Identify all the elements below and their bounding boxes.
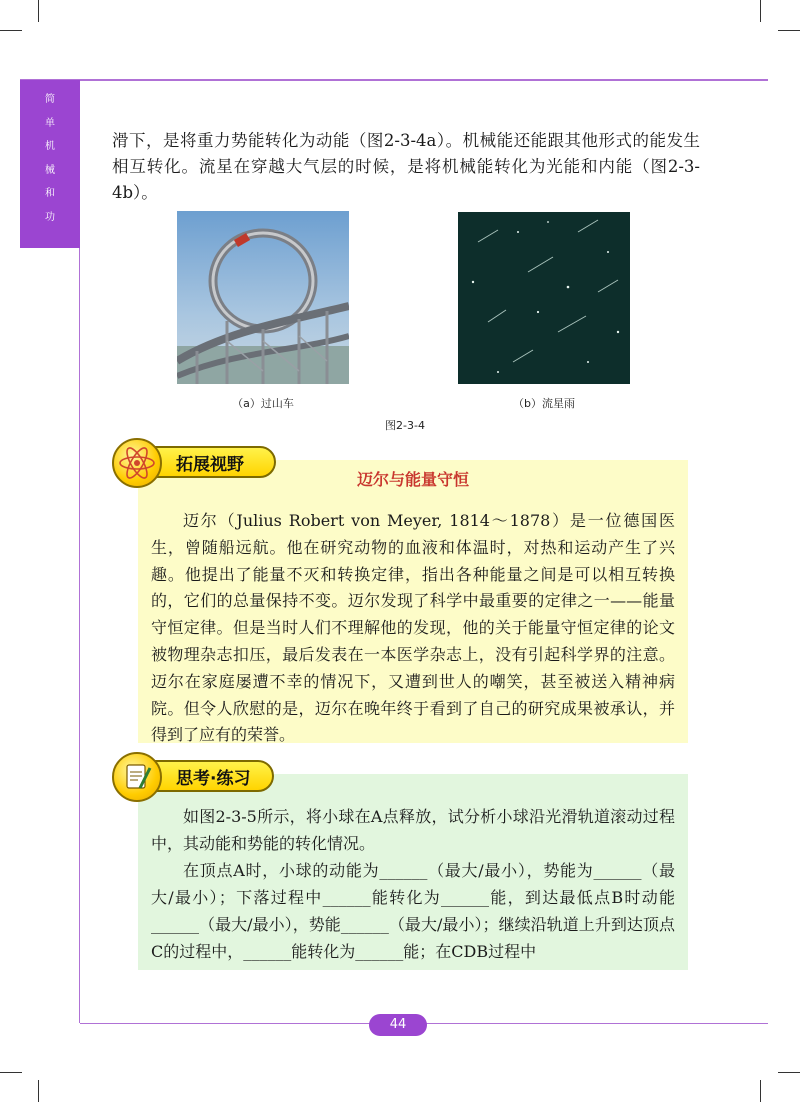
extended-view-paragraph: 迈尔（Julius Robert von Meyer, 1814～1878）是一位德国医生，曾随船远航。他在研究动物的血液和体温时，对热和运动产生了兴趣。他提出了能量不灭和转换定律，指出各种能量之间是可以相互转换的，它们的总量保持不变。迈尔发现了科学中最重要的定律之一——能量守恒定律。但是当时人们不理解他的发现，他的关于能量守恒定律的论文被物理杂志扣压，最后发表在一本医学杂志上，没有引起科学界的注意。迈尔在家庭屡遭不幸的情况下，又遭到世人的嘲笑，甚至被送入精神病院。但令人欣慰的是，迈尔在晚年终于看到了自己的研究成果被承认，并得到了应有的荣誉。 xyxy=(151,511,675,745)
page-number: 44 xyxy=(369,1014,427,1036)
side-tab-char: 单 xyxy=(45,117,55,129)
crop-mark xyxy=(760,0,761,22)
crop-mark xyxy=(760,1080,761,1102)
roller-coaster-photo xyxy=(177,211,349,384)
clipboard-pen-icon xyxy=(112,752,162,802)
side-rule xyxy=(79,248,80,1023)
think-paragraph-2: 在顶点A时，小球的动能为______（最大/最小），势能为______（最大/最小）；下落过程中______能转化为______能，到达最低点B时动能______（最大/最小），势能______（最大/最小）；继续沿轨道上升到达顶点C的过程中，______能转化为______能；在CDB过程中 xyxy=(151,861,675,961)
side-tab-char: 和 xyxy=(45,188,55,199)
crop-mark xyxy=(0,1072,22,1073)
caption-b: （b）流星雨 xyxy=(513,397,575,410)
extended-view-banner: 拓展视野 xyxy=(116,446,276,478)
caption-a: （a）过山车 xyxy=(232,397,294,410)
side-tab-char: 机 xyxy=(45,141,55,152)
side-tab-char: 简 xyxy=(45,94,55,105)
think-practice-text xyxy=(151,803,675,965)
chapter-side-tab xyxy=(20,80,80,248)
meteor-shower-photo xyxy=(458,212,630,384)
think-paragraph-1: 如图2-3-5所示，将小球在A点释放，试分析小球沿光滑轨道滚动过程中，其动能和势能的转化情况。 xyxy=(151,807,675,853)
crop-mark xyxy=(0,30,22,31)
extended-view-title: 迈尔与能量守恒 xyxy=(356,470,469,489)
figure-label: 图2-3-4 xyxy=(385,419,425,432)
crop-mark xyxy=(778,1072,800,1073)
crop-mark xyxy=(38,1080,39,1102)
top-rule xyxy=(20,79,768,81)
side-tab-char: 械 xyxy=(45,164,55,176)
think-practice-banner: 思考·练习 xyxy=(116,760,274,792)
intro-paragraph: 滑下，是将重力势能转化为动能（图2-3-4a）。机械能还能跟其他形式的能发生相互转化。流星在穿越大气层的时候，是将机械能转化为光能和内能（图2-3-4b）。 xyxy=(112,131,700,202)
crop-mark xyxy=(778,30,800,31)
crop-mark xyxy=(38,0,39,22)
side-tab-char: 功 xyxy=(45,211,55,223)
extended-view-text xyxy=(151,508,675,749)
